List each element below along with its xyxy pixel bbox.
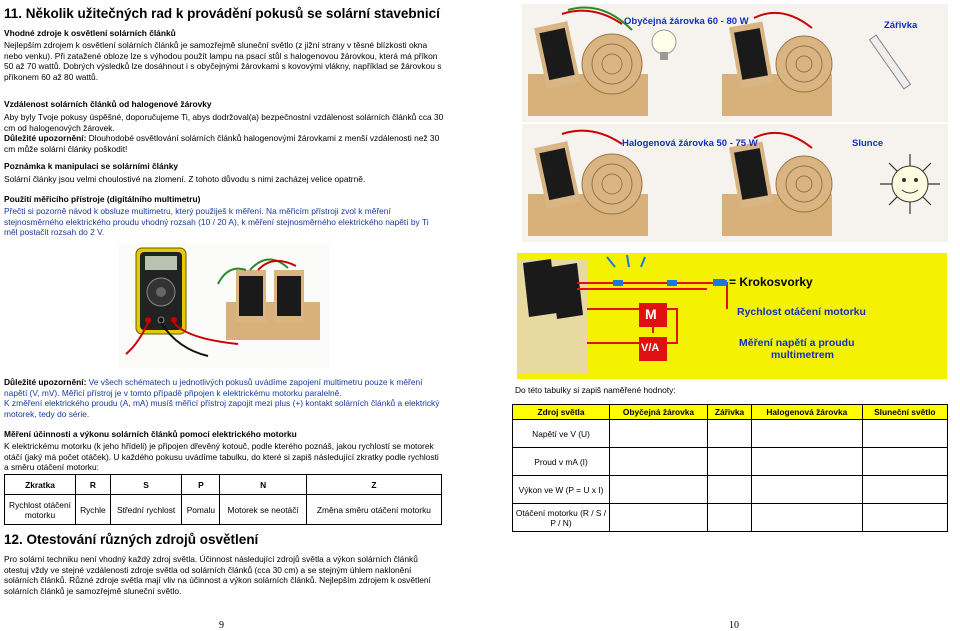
meter-label-line-2: multimetrem bbox=[771, 349, 835, 361]
measurement-row-label: Výkon ve W (P = U x I) bbox=[513, 476, 610, 504]
abbreviation-header-cell: S bbox=[110, 475, 182, 495]
handling-paragraph: Solární články jsou velmi choulostivé na zlomení. Z tohoto důvodu s nimi zacházej velice opatrně. bbox=[4, 174, 366, 184]
abbreviation-cell: Pomalu bbox=[182, 495, 220, 525]
measurement-cell[interactable] bbox=[610, 504, 708, 532]
sun-label: Slunce bbox=[852, 138, 884, 149]
measurement-cell[interactable] bbox=[862, 504, 947, 532]
motor-symbol: M bbox=[645, 306, 657, 322]
measurement-cell[interactable] bbox=[610, 476, 708, 504]
fluorescent-label: Zářivka bbox=[884, 20, 918, 31]
multimeter-warning-text: Ve všech schématech u jednotlivých pokusů uvádíme zapojení multimetru pouze k měření napětí (V, mV). Měřicí přístroj je v tomto případě připojen k elektrickému motorku paralelně. bbox=[4, 377, 423, 398]
measurement-row-label: Otáčení motorku (R / S / P / N) bbox=[513, 504, 610, 532]
abbreviation-header-cell: Zkratka bbox=[5, 475, 76, 495]
measurement-table-row bbox=[513, 420, 948, 448]
efficiency-paragraph: K elektrickému motorku (k jeho hřídeli) je připojen dřevěný kotouč, podle kterého poznáš, jakou rychlostí se motorek otáčí (jaký má počet otáček). U každého pokusu uvádíme tabulku, do které si zapiš následující zkratky podle rychlosti a směru otáčení motorku: bbox=[4, 441, 439, 473]
measurement-cell[interactable] bbox=[752, 504, 863, 532]
halogen-label: Halogenová žárovka 50 - 75 W bbox=[622, 138, 758, 149]
measurement-header-cell: Sluneční světlo bbox=[862, 405, 947, 420]
multimeter-paragraph: Přečti si pozorně návod k obsluze multimetru, který použiješ k měření. Na měřicím přístroji zvol k měření stejnosměrného elektrického proudu vhodný rozsah (10 / 20 A), k měření stejnosměrného elektrického napětí by Ti měl postačit rozsah do 2 V. bbox=[4, 206, 429, 238]
meter-label-line-1: Měření napětí a proudu bbox=[739, 337, 855, 349]
multimeter-warning bbox=[4, 377, 444, 398]
abbreviation-table-row bbox=[5, 495, 442, 525]
measurement-cell[interactable] bbox=[707, 504, 751, 532]
measurement-cell[interactable] bbox=[752, 476, 863, 504]
measurement-table-row bbox=[513, 448, 948, 476]
measurement-cell[interactable] bbox=[862, 448, 947, 476]
measurement-table bbox=[512, 404, 948, 532]
page-number-right: 10 bbox=[729, 620, 739, 631]
distance-heading: Vzdálenost solárních článků od halogenové žárovky bbox=[4, 99, 212, 109]
abbreviation-table bbox=[4, 474, 442, 525]
motor-label: Rychlost otáčení motorku bbox=[737, 306, 866, 318]
light-sources-heading: Vhodné zdroje k osvětlení solárních článků bbox=[4, 28, 176, 38]
page-number-left: 9 bbox=[219, 620, 224, 631]
abbreviation-cell: Rychlost otáčení motorku bbox=[5, 495, 76, 525]
distance-warning-label: Důležité upozornění: bbox=[4, 133, 87, 143]
abbreviation-cell: Rychle bbox=[76, 495, 111, 525]
abbreviation-cell: Střední rychlost bbox=[110, 495, 182, 525]
abbreviation-header-cell: N bbox=[220, 475, 307, 495]
measurement-cell[interactable] bbox=[752, 448, 863, 476]
measurement-cell[interactable] bbox=[610, 420, 708, 448]
abbreviation-table-header bbox=[5, 475, 442, 495]
crocodile-clip-icon bbox=[713, 279, 725, 286]
measurement-cell[interactable] bbox=[707, 420, 751, 448]
photo-bulb-fluorescent bbox=[522, 4, 948, 122]
multimeter-warning-label: Důležité upozornění: bbox=[4, 377, 87, 387]
meter-symbol: V/A bbox=[641, 342, 660, 354]
measurement-table-row bbox=[513, 476, 948, 504]
abbreviation-cell: Změna směru otáčení motorku bbox=[306, 495, 441, 525]
photo-halogen-sun bbox=[522, 124, 948, 242]
efficiency-heading: Měření účinnosti a výkonu solárních článků pomocí elektrického motorku bbox=[4, 429, 297, 439]
section-12-paragraph: Pro solární techniku není vhodný každý zdroj světla. Účinnost následující zdrojů světla a výkon solárních článků otestuj vždy ve stejné vzdálenosti zdroje světla od solárních článků (cca 30 cm) a se stejným úhlem naklonění solárních článků. Různé zdroje světla mají vliv na účinnost a výkon solárních článků. Nejlepším zdrojem k osvětlení solárních článků je samozřejmě sluneční světlo. bbox=[4, 554, 431, 596]
crocodile-legend: = Krokosvorky bbox=[729, 275, 813, 289]
abbreviation-cell: Motorek se neotáčí bbox=[220, 495, 307, 525]
measurement-cell[interactable] bbox=[707, 448, 751, 476]
measurement-cell[interactable] bbox=[862, 420, 947, 448]
multimeter-setup-photo bbox=[118, 244, 330, 368]
distance-paragraph: Aby byly Tvoje pokusy úspěšné, doporučujeme Ti, abys dodržoval(a) bezpečnostní vzdálenost solárních článků cca 30 cm od halogenových žárovek. bbox=[4, 112, 444, 133]
measurement-cell[interactable] bbox=[862, 476, 947, 504]
light-sources-text-1: Nejlepším zdrojem k osvětlení solárních článků je samozřejmě sluneční světlo (z jižní strany v těsné blízkosti okna nebo venku). Při zatažené obloze lze s výhodou použít lampu na psací stůl s halogenovou žárovkou, která má příkon 50 až 70 wattů. bbox=[4, 40, 438, 72]
measurement-cell[interactable] bbox=[752, 420, 863, 448]
abbreviation-header-cell: Z bbox=[306, 475, 441, 495]
multimeter-heading: Použití měřicího přístroje (digitálního multimetru) bbox=[4, 194, 201, 204]
measurement-header-cell: Halogenová žárovka bbox=[752, 405, 863, 420]
abbreviation-header-cell: R bbox=[76, 475, 111, 495]
measurement-row-label: Proud v mA (I) bbox=[513, 448, 610, 476]
measurement-row-label: Napětí ve V (U) bbox=[513, 420, 610, 448]
bulb-label: Obyčejná žárovka 60 - 80 W bbox=[624, 16, 749, 27]
light-sources-paragraph bbox=[4, 40, 448, 82]
distance-warning-text: Dlouhodobé osvětlování solárních článků halogenovými žárovkami z menší vzdálenosti než 30 cm může solární články poškodit! bbox=[4, 133, 440, 154]
measurement-table-row bbox=[513, 504, 948, 532]
distance-warning bbox=[4, 133, 444, 154]
current-measurement-paragraph: K změření elektrického proudu (A, mA) musíš měřicí přístroj zapojit mezi plus (+) kontakt solárních článků a elektrický motorek, tedy do série. bbox=[4, 398, 440, 419]
section-12-title: 12. Otestování různých zdrojů osvětlení bbox=[4, 532, 259, 547]
measurement-header-cell: Zářivka bbox=[707, 405, 751, 420]
record-table-caption: Do této tabulky si zapiš naměřené hodnoty: bbox=[515, 385, 676, 395]
section-11-title: 11. Několik užitečných rad k provádění pokusů se solární stavebnicí bbox=[4, 6, 440, 21]
handling-heading: Poznámka k manipulaci se solárními články bbox=[4, 161, 179, 171]
measurement-header-cell: Zdroj světla bbox=[513, 405, 610, 420]
abbreviation-header-cell: P bbox=[182, 475, 220, 495]
measurement-table-header bbox=[513, 405, 948, 420]
wiring-diagram bbox=[517, 253, 947, 379]
measurement-header-cell: Obyčejná žárovka bbox=[610, 405, 708, 420]
measurement-cell[interactable] bbox=[707, 476, 751, 504]
measurement-cell[interactable] bbox=[610, 448, 708, 476]
light-sources-text-2: Dobrých výsledků lze dosáhnout i s obyčejnými žárovkami s kovovými vlákny, například se žárovkou s příkonem 60 až 80 wattů. bbox=[4, 61, 442, 82]
